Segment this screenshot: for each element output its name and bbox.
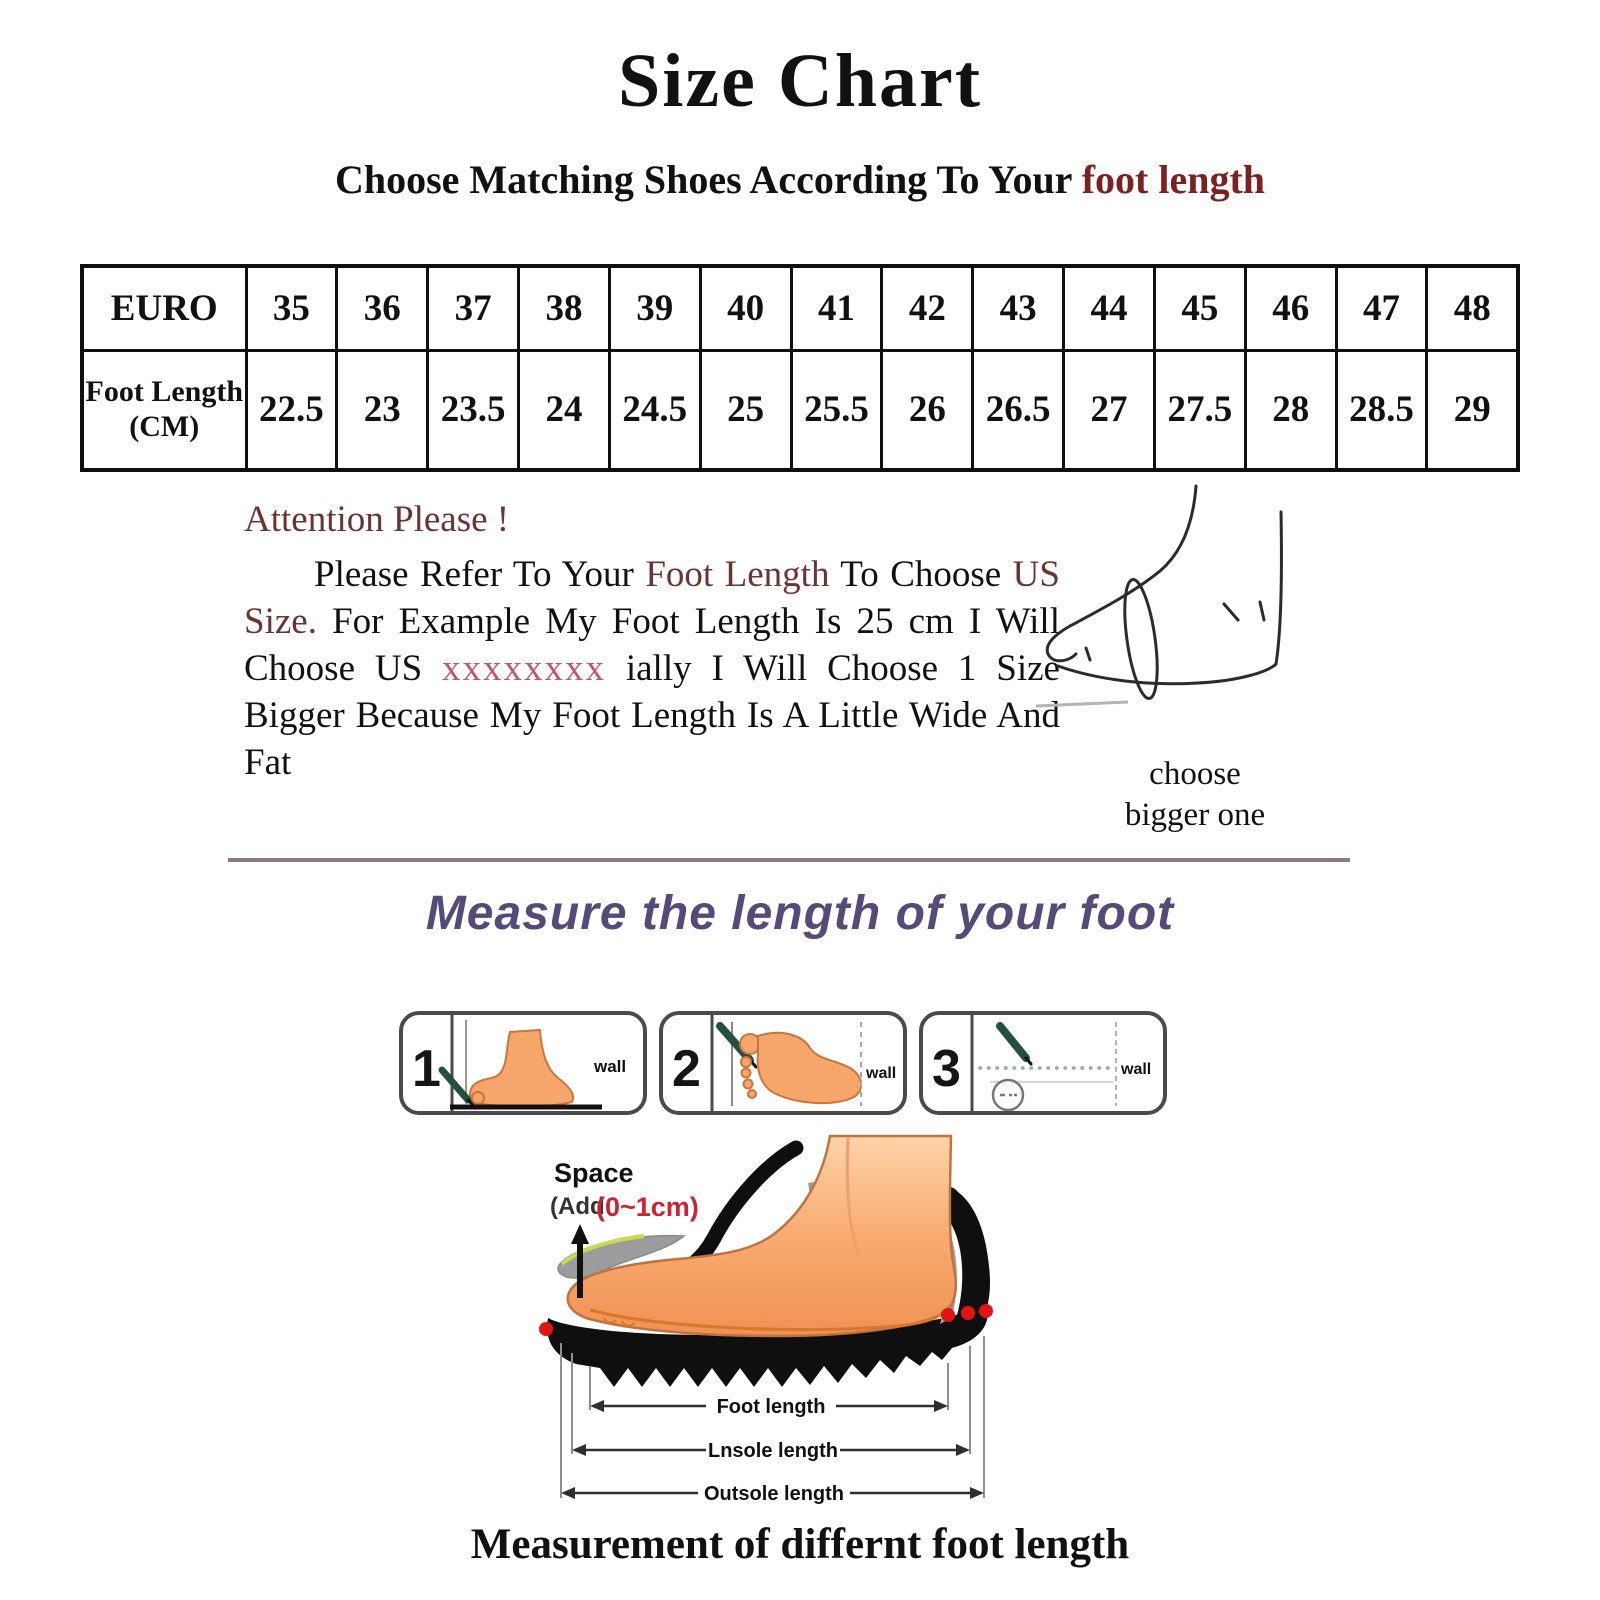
attention-text [244,551,1060,786]
row-header-foot-length: Foot Length (CM) [82,350,246,470]
measurement-caption: Measurement of differnt foot length [470,1521,1130,1568]
size-cell: 35 [246,266,337,350]
length-cell: 22.5 [246,350,337,470]
length-cell: 25.5 [791,350,882,470]
size-cell: 47 [1336,266,1427,350]
wall-label: wall [594,1057,627,1076]
wall-label: wall [866,1065,897,1082]
subtitle-highlight: foot length [1081,157,1266,202]
size-cell: 46 [1245,266,1336,350]
shoe-measurement-illustration [538,1128,1008,1540]
subtitle-text: Choose Matching Shoes According To Your [334,157,1082,202]
length-cell: 25 [700,350,791,470]
section-divider [228,858,1350,862]
attention-segment: To Choose [829,554,1013,595]
size-cell: 37 [428,266,519,350]
attention-us-size: US Size. [244,554,1060,642]
length-cell: 27 [1064,350,1155,470]
length-cell: 23 [337,350,428,470]
attention-note [244,498,1060,786]
table-row-foot-length [82,350,1518,470]
size-cell: 48 [1427,266,1518,350]
space-label: Space [554,1158,634,1188]
pointer-line [1036,702,1128,706]
length-cell: 27.5 [1154,350,1245,470]
choose-bigger-line1: choose [1149,756,1241,792]
step-number: 1 [412,1040,441,1098]
attention-segment: For Example My Foot Length Is 25 cm I Will Choose US [244,601,1060,689]
row-header-euro: EURO [82,266,246,350]
censored-text: xxxxxxxx [442,648,606,689]
attention-segment: ially I Will Choose 1 Size Bigger Because My Foot Length Is A Little Wide And Fat [244,648,1060,783]
foot-length-arrow-label: Foot length [716,1396,826,1418]
length-cell: 24 [519,350,610,470]
attention-foot-length: Foot Length [645,554,830,595]
size-cell: 45 [1154,266,1245,350]
measure-section-title: Measure the length of your foot [425,887,1175,940]
table-row-euro [82,266,1518,350]
foot-sketch-illustration [1028,476,1298,726]
length-cell: 28.5 [1336,350,1427,470]
euro-size-table [80,264,1520,472]
size-subtitle [0,156,1600,203]
size-cell: 44 [1064,266,1155,350]
size-cell: 39 [609,266,700,350]
insole-length-arrow-label: Lnsole length [708,1440,838,1462]
choose-bigger-line2: bigger one [1124,797,1266,833]
measure-step-panels [398,1010,1168,1116]
page-title: Size Chart [617,39,983,123]
wall-label: wall [1121,1061,1152,1078]
size-cell: 41 [791,266,882,350]
length-cell: 26 [882,350,973,470]
length-cell: 28 [1245,350,1336,470]
panel-step-3 [918,1010,1168,1116]
step-number: 3 [932,1040,961,1098]
length-cell: 29 [1427,350,1518,470]
outsole-length-arrow-label: Outsole length [704,1483,844,1505]
attention-segment: Please Refer To Your [314,554,646,595]
panel-step-2 [658,1010,908,1116]
length-cell: 24.5 [609,350,700,470]
attention-heading: Attention Please ! [244,499,510,540]
size-cell: 38 [519,266,610,350]
space-add-label: (Add [550,1193,605,1220]
choose-bigger-note [1085,754,1305,836]
step-number: 2 [672,1040,701,1098]
panel-step-1 [398,1010,648,1116]
size-cell: 42 [882,266,973,350]
length-cell: 26.5 [973,350,1064,470]
tape-measure-icon [993,1080,1023,1110]
size-cell: 43 [973,266,1064,350]
length-cell: 23.5 [428,350,519,470]
space-range-label: (0~1cm) [596,1192,699,1222]
size-cell: 36 [337,266,428,350]
size-cell: 40 [700,266,791,350]
